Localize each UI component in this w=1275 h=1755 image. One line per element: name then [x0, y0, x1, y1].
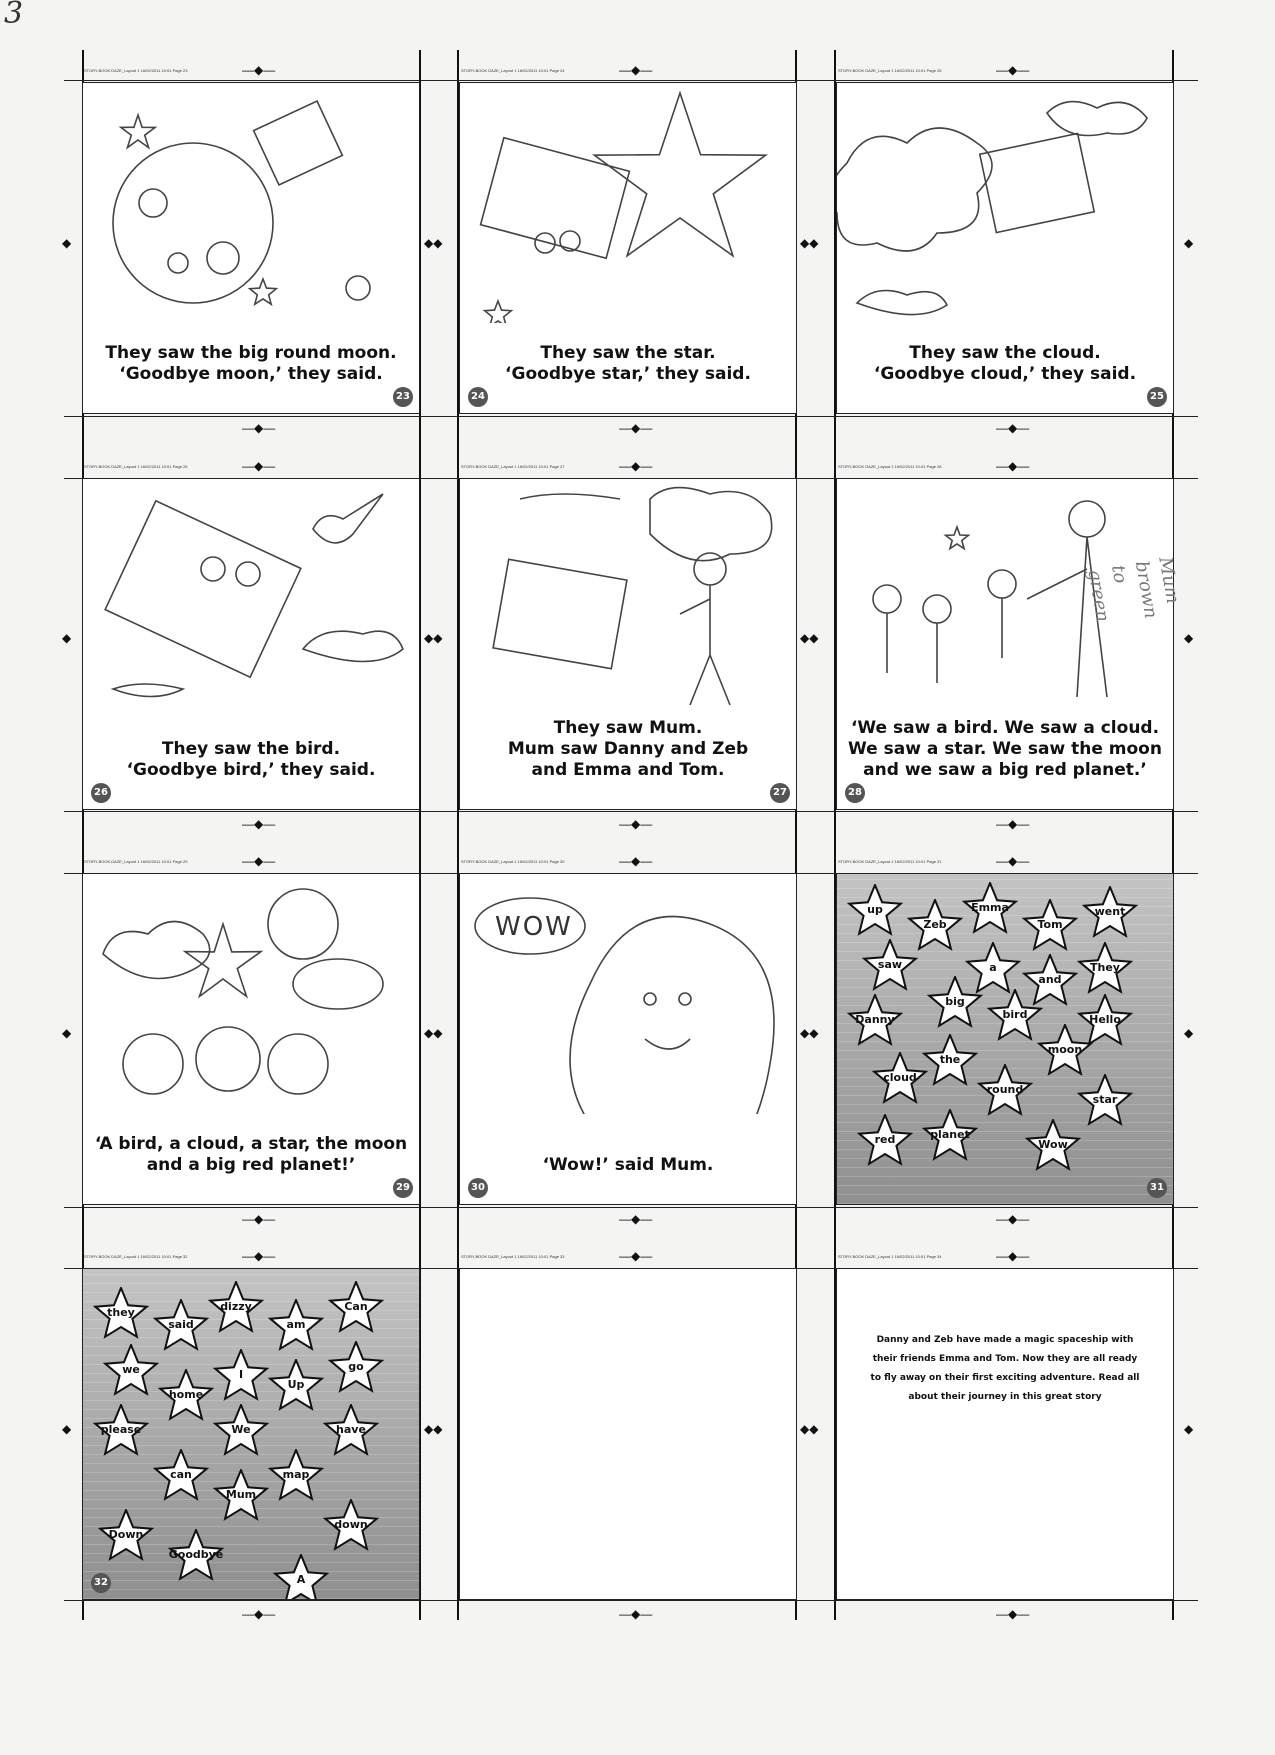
registration-mark-icon: —◆— [242, 1212, 276, 1226]
sight-word-star [323, 1404, 379, 1458]
star-word: Danny [855, 1013, 895, 1026]
page-number: 30 [468, 1178, 488, 1198]
sight-word-star [158, 1369, 214, 1423]
book-page [459, 1268, 797, 1600]
sight-word-star [213, 1469, 269, 1523]
pencil-sketch [460, 479, 797, 719]
page-number: 26 [91, 783, 111, 803]
sight-word-star [1077, 1074, 1133, 1128]
star-word: and [1038, 973, 1062, 986]
star-word: down [334, 1518, 368, 1531]
sight-word-star [273, 1554, 329, 1600]
star-word: map [282, 1468, 310, 1481]
registration-mark-icon: —◆— [619, 459, 653, 473]
sight-word-star [328, 1341, 384, 1395]
registration-mark-icon: —◆— [242, 817, 276, 831]
sight-word-star [208, 1281, 264, 1335]
sight-word-star [857, 1114, 913, 1168]
registration-mark-icon: ◆ [62, 1422, 72, 1436]
star-word: Hello [1089, 1013, 1121, 1026]
sight-word-star [962, 882, 1018, 936]
star-word: star [1092, 1093, 1118, 1106]
slug-line: STORY-BOOK DAZE_Layout 1 16/02/2011 10:01 Page 23 [84, 68, 188, 73]
book-page [836, 478, 1174, 810]
registration-mark-icon: —◆— [996, 1607, 1030, 1621]
page-number: 27 [770, 783, 790, 803]
page-number: 23 [393, 387, 413, 407]
registration-mark-icon: —◆— [996, 854, 1030, 868]
registration-mark-icon: ◆ [1184, 1422, 1194, 1436]
star-word: home [168, 1388, 204, 1401]
registration-mark-icon: —◆— [619, 1212, 653, 1226]
registration-mark-icon: ◆ [62, 1026, 72, 1040]
book-page [82, 873, 420, 1205]
sight-word-star [93, 1404, 149, 1458]
registration-mark-icon: —◆— [996, 421, 1030, 435]
star-word: am [286, 1318, 306, 1331]
registration-mark-icon: ◆ [62, 631, 72, 645]
registration-mark-icon: —◆— [996, 63, 1030, 77]
star-word: Tom [1037, 918, 1063, 931]
slug-line: STORY-BOOK DAZE_Layout 1 16/02/2011 10:01 Page 26 [84, 464, 188, 469]
star-word: round [986, 1083, 1024, 1096]
registration-mark-icon: —◆— [619, 1249, 653, 1263]
registration-mark-icon: ◆ [1184, 236, 1194, 250]
registration-mark-icon: —◆— [242, 1607, 276, 1621]
star-word: Down [108, 1528, 144, 1541]
pencil-sketch [837, 83, 1174, 323]
star-word: up [867, 903, 883, 916]
registration-mark-icon: ◆◆ [800, 236, 819, 250]
page-number: 25 [1147, 387, 1167, 407]
book-page [836, 1268, 1174, 1600]
slug-line: STORY-BOOK DAZE_Layout 1 16/02/2011 10:01 Page 29 [84, 859, 188, 864]
star-word: Can [344, 1300, 368, 1313]
slug-line: STORY-BOOK DAZE_Layout 1 16/02/2011 10:01 Page 33 [461, 1254, 565, 1259]
star-word: Wow [1038, 1138, 1068, 1151]
pencil-sketch [460, 83, 797, 323]
sight-word-star [847, 994, 903, 1048]
star-word: dizzy [220, 1300, 252, 1313]
star-word: they [107, 1306, 135, 1319]
trim-line [64, 811, 1198, 812]
star-word: red [874, 1133, 896, 1146]
slug-line: STORY-BOOK DAZE_Layout 1 16/02/2011 10:01 Page 30 [461, 859, 565, 864]
star-word: went [1094, 905, 1126, 918]
book-page [82, 1268, 420, 1600]
slug-line: STORY-BOOK DAZE_Layout 1 16/02/2011 10:01 Page 24 [461, 68, 565, 73]
star-word: cloud [883, 1071, 917, 1084]
star-word: big [945, 995, 965, 1008]
star-word: can [170, 1468, 192, 1481]
back-cover-blurb: Danny and Zeb have made a magic spaceship with their friends Emma and Tom. Now they are all ready to fly away on their first exciting adventure. Read all about their journey in this great story [870, 1335, 1140, 1402]
registration-mark-icon: ◆ [1184, 1026, 1194, 1040]
page-caption: They saw the big round moon. ‘Goodbye moon,’ they said. [105, 343, 397, 384]
sight-word-star [168, 1529, 224, 1583]
page-caption: ‘We saw a bird. We saw a cloud. We saw a star. We saw the moon and we saw a big red planet.’ [848, 718, 1162, 780]
star-word: Zeb [923, 918, 947, 931]
page-caption: They saw the star. ‘Goodbye star,’ they said. [505, 343, 751, 384]
sight-word-star [153, 1299, 209, 1353]
star-word: A [296, 1573, 306, 1586]
registration-mark-icon: ◆◆ [424, 1422, 443, 1436]
sight-word-star [862, 939, 918, 993]
sight-word-star [1022, 899, 1078, 953]
page-caption: They saw Mum. Mum saw Danny and Zeb and Emma and Tom. [507, 718, 749, 780]
sight-word-star [987, 989, 1043, 1043]
page-number: 29 [393, 1178, 413, 1198]
book-page [836, 873, 1174, 1205]
sight-word-star [922, 1034, 978, 1088]
sight-word-star [268, 1299, 324, 1353]
registration-mark-icon: —◆— [619, 421, 653, 435]
star-word: please [100, 1423, 142, 1436]
sight-word-star [977, 1064, 1033, 1118]
slug-line: STORY-BOOK DAZE_Layout 1 16/02/2011 10:01 Page 32 [84, 1254, 188, 1259]
page-caption: They saw the bird. ‘Goodbye bird,’ they said. [126, 739, 376, 780]
registration-mark-icon: ◆◆ [424, 236, 443, 250]
slug-line: STORY-BOOK DAZE_Layout 1 16/02/2011 10:01 Page 31 [838, 859, 942, 864]
star-word: planet [930, 1128, 970, 1141]
registration-mark-icon: —◆— [242, 63, 276, 77]
registration-mark-icon: ◆◆ [424, 1026, 443, 1040]
star-word: a [989, 961, 997, 974]
star-word: the [939, 1053, 961, 1066]
registration-mark-icon: —◆— [996, 1212, 1030, 1226]
registration-mark-icon: —◆— [242, 459, 276, 473]
sheet-number: 3 [4, 0, 24, 31]
star-word: They [1090, 961, 1120, 974]
star-word: Mum [225, 1488, 257, 1501]
sight-word-star [1077, 942, 1133, 996]
sight-word-star [268, 1449, 324, 1503]
registration-mark-icon: —◆— [242, 854, 276, 868]
trim-line [64, 1600, 1198, 1601]
sight-word-star [268, 1359, 324, 1413]
registration-mark-icon: ◆◆ [800, 1026, 819, 1040]
registration-mark-icon: ◆◆ [424, 631, 443, 645]
sight-word-star [328, 1281, 384, 1335]
sight-word-star [1037, 1024, 1093, 1078]
registration-mark-icon: —◆— [242, 421, 276, 435]
pencil-sketch [460, 874, 797, 1114]
book-page [82, 478, 420, 810]
page-number: 28 [845, 783, 865, 803]
registration-mark-icon: —◆— [996, 1249, 1030, 1263]
registration-mark-icon: —◆— [619, 817, 653, 831]
star-word: we [122, 1363, 140, 1376]
star-word: moon [1047, 1043, 1083, 1056]
registration-mark-icon: ◆◆ [800, 631, 819, 645]
trim-line [64, 416, 1198, 417]
page-caption: ‘A bird, a cloud, a star, the moon and a big red planet!’ [94, 1134, 408, 1175]
trim-line [64, 80, 1198, 81]
sight-word-star [872, 1052, 928, 1106]
slug-line: STORY-BOOK DAZE_Layout 1 16/02/2011 10:01 Page 27 [461, 464, 565, 469]
page-number: 31 [1147, 1178, 1167, 1198]
page-number: 24 [468, 387, 488, 407]
margin-note: Mum brown to green [1083, 555, 1184, 624]
sight-word-star [927, 976, 983, 1030]
book-page [459, 873, 797, 1205]
star-word: Goodbye [168, 1548, 224, 1561]
registration-mark-icon: —◆— [619, 854, 653, 868]
pencil-sketch [83, 874, 420, 1114]
registration-mark-icon: ◆ [62, 236, 72, 250]
pencil-sketch [83, 479, 420, 719]
sight-word-star [93, 1287, 149, 1341]
sight-word-star [98, 1509, 154, 1563]
registration-mark-icon: —◆— [996, 817, 1030, 831]
book-page [836, 82, 1174, 414]
sight-word-star [922, 1109, 978, 1163]
star-word: saw [877, 958, 903, 971]
trim-line [64, 1207, 1198, 1208]
registration-mark-icon: —◆— [996, 459, 1030, 473]
registration-mark-icon: —◆— [619, 63, 653, 77]
page-caption: They saw the cloud. ‘Goodbye cloud,’ they said. [873, 343, 1137, 384]
book-page [459, 82, 797, 414]
pencil-sketch [83, 83, 420, 323]
star-word: Emma [971, 901, 1009, 914]
sight-word-star [153, 1449, 209, 1503]
sight-word-star [103, 1344, 159, 1398]
registration-mark-icon: ◆ [1184, 631, 1194, 645]
star-word: I [238, 1368, 244, 1381]
sight-word-star [323, 1499, 379, 1553]
star-word: bird [1002, 1008, 1028, 1021]
star-word: said [168, 1318, 194, 1331]
star-word: Up [287, 1378, 305, 1391]
slug-line: STORY-BOOK DAZE_Layout 1 16/02/2011 10:01 Page 34 [838, 1254, 942, 1259]
speech-bubble-text: WOW [495, 912, 573, 942]
slug-line: STORY-BOOK DAZE_Layout 1 16/02/2011 10:01 Page 25 [838, 68, 942, 73]
page-caption: ‘Wow!’ said Mum. [542, 1155, 714, 1175]
sight-word-star [1025, 1119, 1081, 1173]
book-page [82, 82, 420, 414]
sight-word-star [847, 884, 903, 938]
sight-word-star [213, 1349, 269, 1403]
registration-mark-icon: —◆— [619, 1607, 653, 1621]
sight-word-star [1082, 886, 1138, 940]
page-number: 32 [91, 1573, 111, 1593]
star-word: go [348, 1360, 364, 1373]
registration-mark-icon: ◆◆ [800, 1422, 819, 1436]
star-word: We [231, 1423, 251, 1436]
registration-mark-icon: —◆— [242, 1249, 276, 1263]
sight-word-star [213, 1404, 269, 1458]
slug-line: STORY-BOOK DAZE_Layout 1 16/02/2011 10:01 Page 28 [838, 464, 942, 469]
book-page [459, 478, 797, 810]
star-word: have [336, 1423, 366, 1436]
